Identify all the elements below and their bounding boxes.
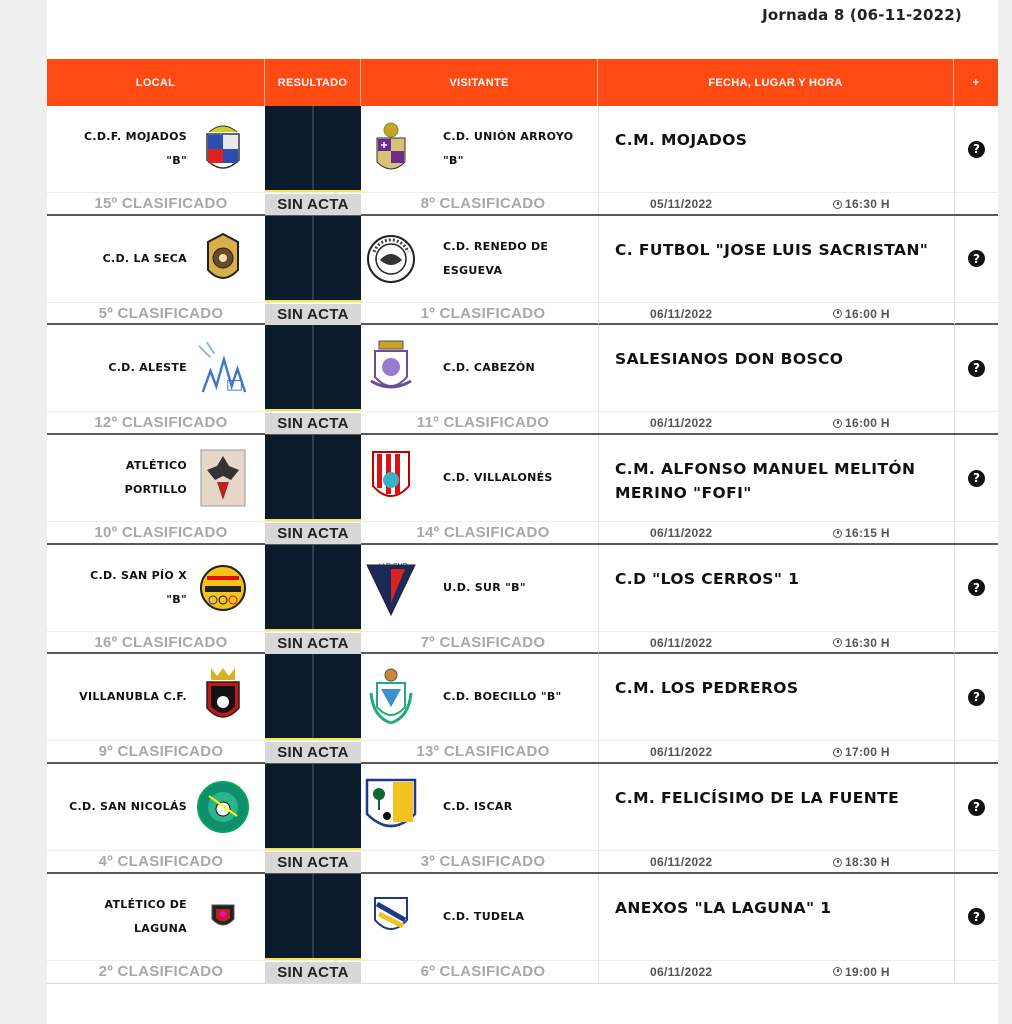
divider — [598, 741, 599, 762]
match-info-row — [47, 411, 998, 433]
match-time — [833, 526, 890, 540]
away-team-cell[interactable] — [443, 764, 593, 850]
divider — [954, 851, 955, 872]
header-visitante: VISITANTE — [361, 59, 598, 106]
away-team-name[interactable]: C.D. ISCAR — [443, 800, 513, 814]
match-time-text: 16:00 H — [845, 306, 890, 321]
home-position: 10º CLASIFICADO — [94, 524, 228, 542]
match-row — [47, 874, 998, 984]
match-time-text: 18:30 H — [845, 855, 890, 870]
result-box — [265, 216, 361, 300]
round-title: Jornada 8 (06-11-2022) — [762, 6, 962, 24]
match-time-text: 16:30 H — [845, 197, 890, 211]
home-team-name[interactable]: VILLANUBLA C.F. — [79, 690, 187, 704]
match-time — [833, 745, 890, 759]
away-team-cell[interactable] — [443, 545, 593, 631]
away-team-logo-round-seal — [365, 228, 417, 290]
clock-icon — [833, 309, 842, 318]
divider — [954, 961, 955, 982]
home-team-cell[interactable] — [47, 654, 187, 740]
divider — [598, 522, 599, 543]
away-score — [314, 106, 361, 190]
status-badge[interactable]: SIN ACTA — [265, 742, 361, 763]
match-date: 05/11/2022 — [650, 197, 713, 211]
match-date: 06/11/2022 — [650, 416, 713, 431]
match-row — [47, 106, 998, 216]
divider — [954, 193, 955, 214]
home-team-cell[interactable] — [47, 874, 187, 960]
venue-name[interactable]: C.M. FELICÍSIMO DE LA FUENTE — [615, 789, 900, 808]
home-team-logo-small-shield-dark — [197, 886, 249, 948]
divider — [598, 303, 599, 324]
venue-name[interactable]: ANEXOS "LA LAGUNA" 1 — [615, 898, 832, 917]
venue-cell — [598, 545, 954, 631]
away-team-name[interactable]: C.D. UNIÓN ARROYO "B" — [443, 130, 574, 167]
venue-cell — [598, 106, 954, 192]
away-score — [314, 435, 361, 519]
venue-cell — [598, 325, 954, 411]
svg-text:U D SUR: U D SUR — [379, 562, 408, 570]
status-badge[interactable]: SIN ACTA — [265, 523, 361, 544]
match-info-cell — [954, 435, 998, 521]
question-circle-icon[interactable]: ? — [968, 360, 985, 377]
home-score — [265, 764, 312, 848]
match-info-row — [47, 192, 998, 214]
question-circle-icon[interactable]: ? — [968, 579, 985, 596]
match-date: 06/11/2022 — [650, 635, 713, 650]
away-team-logo-shield-yellow-blue — [365, 886, 417, 948]
match-row — [47, 545, 998, 655]
home-team-cell[interactable] — [47, 764, 187, 850]
away-position: 3º CLASIFICADO — [420, 853, 546, 871]
match-date: 06/11/2022 — [650, 964, 713, 979]
home-position: 15º CLASIFICADO — [94, 195, 228, 212]
away-position: 13º CLASIFICADO — [416, 743, 550, 761]
away-team-cell[interactable] — [443, 216, 593, 302]
match-info-cell — [954, 545, 998, 631]
away-score — [314, 325, 361, 409]
home-team-cell[interactable] — [47, 106, 187, 192]
away-team-cell[interactable] — [443, 874, 593, 960]
home-score — [265, 545, 312, 629]
away-position: 7º CLASIFICADO — [420, 633, 546, 651]
divider — [954, 412, 955, 433]
home-score — [265, 874, 312, 958]
result-box — [265, 764, 361, 848]
header-local: LOCAL — [47, 59, 265, 106]
question-circle-icon[interactable]: ? — [968, 799, 985, 816]
match-time — [833, 307, 890, 321]
venue-name[interactable]: C.D "LOS CERROS" 1 — [615, 569, 800, 588]
match-time-text: 16:30 H — [845, 635, 890, 650]
venue-name[interactable]: C. FUTBOL "JOSE LUIS SACRISTAN" — [615, 240, 929, 259]
clock-icon — [833, 419, 842, 428]
match-info-cell — [954, 764, 998, 850]
away-team-cell[interactable] — [443, 654, 593, 740]
question-circle-icon[interactable]: ? — [968, 141, 985, 158]
match-info-row — [47, 850, 998, 872]
away-score — [314, 654, 361, 738]
clock-icon — [833, 967, 842, 976]
status-badge[interactable]: SIN ACTA — [265, 962, 361, 983]
divider — [598, 961, 599, 982]
venue-name[interactable]: SALESIANOS DON BOSCO — [615, 350, 844, 369]
home-team-name[interactable]: C.D. LA SECA — [102, 251, 187, 265]
match-row — [47, 325, 998, 435]
status-badge[interactable]: SIN ACTA — [265, 633, 361, 654]
match-time-text: 16:00 H — [845, 416, 890, 431]
home-team-logo-shield-crown-red-black — [197, 666, 249, 728]
clock-icon — [833, 748, 842, 757]
match-info-cell — [954, 106, 998, 192]
match-time — [833, 855, 890, 869]
home-position: 16º CLASIFICADO — [94, 633, 228, 651]
question-circle-icon[interactable]: ? — [968, 908, 985, 925]
venue-cell — [598, 874, 954, 960]
result-box — [265, 545, 361, 629]
match-info-cell — [954, 654, 998, 740]
home-team-logo-round-olympic — [197, 557, 249, 619]
venue-cell — [598, 216, 954, 302]
status-badge[interactable]: SIN ACTA — [265, 304, 361, 325]
home-team-cell[interactable] — [47, 216, 187, 302]
match-time — [833, 636, 890, 650]
match-info-row — [47, 521, 998, 543]
divider — [954, 632, 955, 653]
home-team-cell[interactable] — [47, 325, 187, 411]
away-team-name[interactable]: C.D. CABEZÓN — [443, 361, 536, 375]
home-position: 5º CLASIFICADO — [98, 304, 224, 322]
home-score — [265, 435, 312, 519]
away-position: 1º CLASIFICADO — [420, 304, 546, 322]
match-row — [47, 654, 998, 764]
home-team-name[interactable]: ATLÉTICO PORTILLO — [124, 459, 187, 497]
result-box — [265, 435, 361, 519]
question-circle-icon[interactable]: ? — [968, 250, 985, 267]
away-position: 11º CLASIFICADO — [416, 414, 550, 432]
home-team-name[interactable]: C.D. SAN NICOLÁS — [69, 800, 187, 814]
away-team-name[interactable]: C.D. BOECILLO "B" — [443, 690, 562, 704]
away-team-logo-shield-crown-purple — [365, 118, 417, 180]
away-team-cell[interactable] — [443, 435, 593, 521]
away-score — [314, 545, 361, 629]
away-team-logo-shield-navy-red — [365, 557, 417, 619]
away-position: 6º CLASIFICADO — [420, 962, 546, 980]
match-date: 06/11/2022 — [650, 745, 713, 760]
result-box — [265, 654, 361, 738]
away-team-logo-shield-red-stripes — [365, 447, 417, 509]
away-score — [314, 874, 361, 958]
match-info-cell — [954, 325, 998, 411]
home-team-name[interactable]: ATLÉTICO DE LAGUNA — [104, 897, 187, 935]
home-team-name[interactable]: C.D. ALESTE — [108, 361, 187, 375]
result-box — [265, 106, 361, 190]
away-team-logo-shield-laurel — [365, 666, 417, 728]
home-score — [265, 325, 312, 409]
match-info-row — [47, 740, 998, 762]
match-info-row — [47, 631, 998, 653]
status-badge[interactable]: SIN ACTA — [265, 194, 361, 215]
question-circle-icon[interactable]: ? — [968, 470, 985, 487]
status-badge[interactable]: SIN ACTA — [265, 413, 361, 434]
table-header — [47, 59, 998, 106]
match-info-cell — [954, 874, 998, 960]
match-date: 06/11/2022 — [650, 855, 713, 870]
match-row — [47, 216, 998, 326]
away-score — [314, 764, 361, 848]
match-time-text: 17:00 H — [845, 745, 890, 760]
venue-name[interactable]: C.M. ALFONSO MANUEL MELITÓN MERINO "FOFI" — [615, 460, 916, 503]
away-position: 14º CLASIFICADO — [416, 524, 550, 542]
question-circle-icon[interactable]: ? — [968, 689, 985, 706]
header-resultado: RESULTADO — [265, 59, 361, 106]
fixtures-panel — [47, 0, 998, 1024]
match-info-row — [47, 960, 998, 982]
match-time — [833, 416, 890, 430]
match-time-text: 19:00 H — [845, 964, 890, 979]
away-team-logo-shield-tree-ball — [365, 776, 417, 838]
away-team-cell[interactable] — [443, 106, 593, 192]
venue-cell — [598, 435, 954, 521]
home-team-name[interactable]: C.D. SAN PÍO X "B" — [90, 568, 187, 606]
venue-name[interactable]: C.M. LOS PEDREROS — [615, 679, 799, 698]
match-list — [47, 106, 998, 984]
home-team-cell[interactable] — [47, 545, 187, 631]
match-date: 06/11/2022 — [650, 306, 713, 321]
home-team-name[interactable]: C.D.F. MOJADOS "B" — [84, 130, 187, 167]
away-team-name[interactable]: C.D. VILLALONÉS — [443, 471, 553, 485]
divider — [598, 193, 599, 214]
away-team-name[interactable]: C.D. TUDELA — [443, 909, 525, 923]
away-team-logo-shield-crown-blue — [365, 337, 417, 399]
divider — [598, 632, 599, 653]
clock-icon — [833, 200, 842, 209]
home-score — [265, 216, 312, 300]
divider — [598, 851, 599, 872]
match-time — [833, 965, 890, 979]
match-date: 06/11/2022 — [650, 526, 713, 541]
header-plus[interactable]: + — [972, 76, 980, 89]
clock-icon — [833, 638, 842, 647]
home-position: 4º CLASIFICADO — [98, 853, 224, 871]
divider — [954, 303, 955, 324]
home-position: 2º CLASIFICADO — [98, 962, 224, 980]
away-team-name[interactable]: U.D. SUR "B" — [443, 580, 526, 594]
clock-icon — [833, 858, 842, 867]
match-time-text: 16:15 H — [845, 526, 890, 541]
divider — [954, 522, 955, 543]
venue-cell — [598, 764, 954, 850]
home-score — [265, 654, 312, 738]
status-badge[interactable]: SIN ACTA — [265, 852, 361, 873]
home-team-logo-shield-blue-red — [197, 118, 249, 180]
divider — [954, 741, 955, 762]
away-team-cell[interactable] — [443, 325, 593, 411]
header-fecha: FECHA, LUGAR Y HORA — [598, 59, 954, 106]
clock-icon — [833, 529, 842, 538]
divider — [598, 412, 599, 433]
match-row — [47, 764, 998, 874]
away-score — [314, 216, 361, 300]
home-team-logo-crest-brown — [197, 228, 249, 290]
match-info-row — [47, 302, 998, 324]
match-info-cell — [954, 216, 998, 302]
match-row — [47, 435, 998, 545]
venue-cell — [598, 654, 954, 740]
home-team-logo-sketch-blue — [197, 337, 249, 399]
home-position: 12º CLASIFICADO — [94, 414, 228, 432]
result-box — [265, 325, 361, 409]
home-score — [265, 106, 312, 190]
result-box — [265, 874, 361, 958]
venue-name[interactable]: C.M. MOJADOS — [615, 131, 748, 149]
away-team-name[interactable]: C.D. RENEDO DE ESGUEVA — [443, 239, 549, 277]
home-team-cell[interactable] — [47, 435, 187, 521]
match-time — [833, 197, 890, 211]
away-position: 8º CLASIFICADO — [420, 195, 546, 212]
home-position: 9º CLASIFICADO — [98, 743, 224, 761]
home-team-logo-round-green — [197, 776, 249, 838]
home-team-logo-square-bat — [197, 447, 249, 509]
